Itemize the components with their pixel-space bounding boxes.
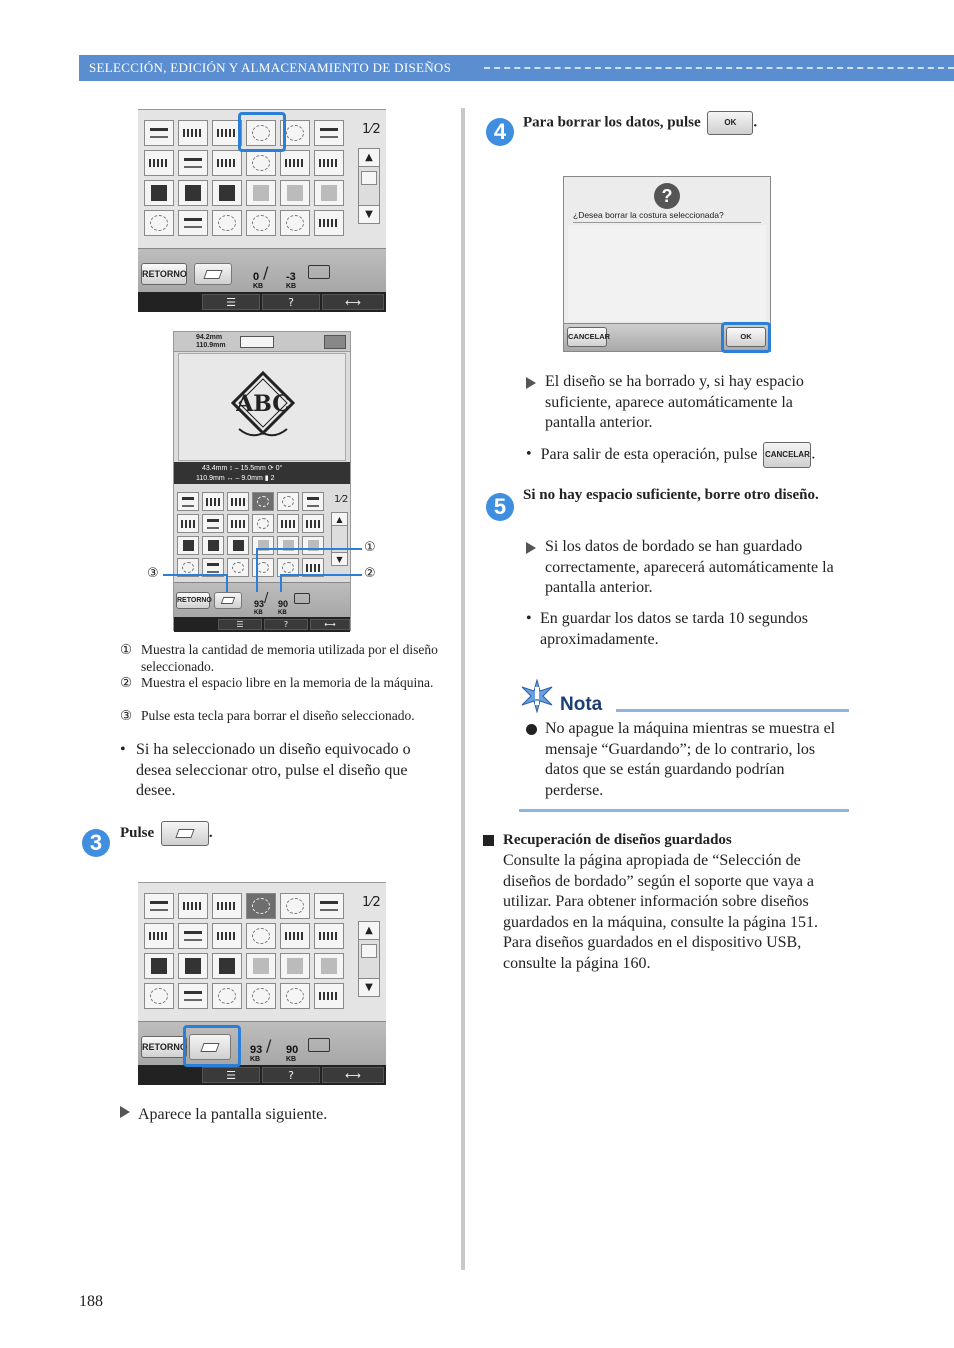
nota-text: No apague la máquina mientras se muestra el mensaje “Guardando”; de lo contrario, los datos que se están guardando podrían perderse. — [545, 720, 836, 799]
selected-pattern-highlight — [238, 112, 286, 152]
question-icon: ? — [654, 183, 680, 209]
memory-bar — [138, 1021, 386, 1085]
recovery-title: Recuperación de diseños guardados — [503, 832, 732, 848]
inline-erase-button — [161, 821, 209, 846]
pattern-key[interactable] — [178, 983, 208, 1009]
pattern-key[interactable] — [144, 120, 174, 146]
info-row-2: 110.9mm ↔ – 9.0mm ▮ 2 — [196, 475, 275, 482]
pattern-key[interactable] — [314, 150, 344, 176]
pattern-key[interactable] — [178, 953, 208, 979]
pattern-key[interactable] — [212, 150, 242, 176]
pattern-key[interactable] — [177, 514, 199, 533]
pattern-key[interactable] — [227, 558, 249, 577]
pattern-key[interactable] — [144, 180, 174, 206]
frame-icon — [240, 336, 274, 348]
pattern-key[interactable] — [314, 953, 344, 979]
retorno-button[interactable]: RETORNO — [141, 1036, 187, 1058]
callout-line-1-vert — [256, 548, 258, 592]
eraser-icon — [175, 829, 194, 838]
screen-pattern-list-2 — [138, 882, 386, 1084]
callout-line-3-vert — [226, 574, 228, 592]
pattern-key[interactable] — [252, 514, 274, 533]
step-4-bullet: • Para salir de esta operación, pulse CANCELAR. — [526, 442, 866, 468]
inline-cancel-button: CANCELAR — [763, 442, 811, 468]
nota-title: Nota — [560, 694, 603, 715]
pattern-key[interactable] — [178, 120, 208, 146]
slash-separator: / — [264, 591, 269, 606]
preview-info-bar — [174, 462, 350, 484]
memory-bar — [174, 582, 350, 632]
pattern-key[interactable] — [314, 210, 344, 236]
erase-button[interactable] — [194, 263, 232, 285]
layout-icon[interactable]: ☰ — [202, 294, 260, 310]
scroll-down-icon[interactable]: ▼ — [359, 205, 379, 223]
step-3-badge: 3 — [82, 829, 110, 857]
scroll-thumb[interactable] — [361, 171, 377, 185]
callout-line-2-vert — [280, 574, 282, 592]
section-title: SELECCIÓN, EDICIÓN Y ALMACENAMIENTO DE DISEÑOS — [89, 60, 452, 75]
callout-1: ① — [364, 540, 376, 555]
page-fraction: 1⁄2 — [362, 895, 381, 910]
callout-3: ③ — [147, 566, 159, 581]
pattern-key[interactable] — [177, 492, 199, 511]
scrollbar[interactable] — [358, 148, 380, 224]
scroll-down-icon[interactable]: ▼ — [359, 978, 379, 996]
status-bar — [138, 292, 386, 312]
legend-item-1: ① Muestra la cantidad de memoria utilizada por el diseño seleccionado. — [120, 642, 438, 674]
pattern-key[interactable] — [314, 120, 344, 146]
pattern-key-selected[interactable] — [246, 893, 276, 919]
eraser-icon — [203, 270, 222, 279]
erase-button-highlight — [183, 1025, 241, 1067]
step-5-bullet: • En guardar los datos se tarda 10 segundos aproximadamente. — [526, 610, 808, 648]
legend-item-3: ③ Pulse esta tecla para borrar el diseño seleccionado. — [120, 708, 415, 723]
page-number: 188 — [79, 1293, 103, 1310]
layout-icon[interactable]: ☰ — [218, 619, 262, 630]
pattern-key-selected[interactable] — [252, 492, 274, 511]
free-memory: 90 KB — [278, 599, 289, 616]
free-memory: -3 KB — [286, 271, 297, 290]
page-fraction: 1⁄2 — [334, 494, 349, 505]
thread-arrows-button[interactable]: ⟷ — [322, 294, 384, 310]
column-divider — [461, 108, 465, 1270]
monogram-text: ABC — [236, 391, 290, 417]
pattern-key[interactable] — [277, 536, 299, 555]
scroll-up-icon[interactable]: ▲ — [359, 149, 379, 167]
pattern-key[interactable] — [302, 514, 324, 533]
machine-icon — [308, 265, 330, 279]
callout-line-2 — [280, 574, 362, 576]
pattern-key[interactable] — [246, 983, 276, 1009]
ok-button-highlight — [721, 322, 771, 353]
free-memory: 90 KB — [286, 1044, 299, 1063]
slash-separator: / — [266, 1036, 272, 1055]
retorno-button[interactable]: RETORNO — [176, 592, 210, 609]
step-4-badge: 4 — [486, 118, 514, 146]
status-bar — [138, 1065, 386, 1085]
thread-arrows-button[interactable]: ⟷ — [310, 619, 350, 630]
monogram-design — [227, 369, 299, 441]
callout-line-3 — [163, 574, 226, 576]
header-dash-line — [484, 67, 954, 69]
eraser-icon — [221, 597, 236, 604]
pattern-key[interactable] — [178, 923, 208, 949]
pattern-key[interactable] — [202, 536, 224, 555]
step-3-result: Aparece la pantalla siguiente. — [120, 1105, 450, 1126]
scroll-thumb[interactable] — [361, 944, 377, 958]
bullet-select-design: • Si ha seleccionado un diseño equivocado o desea seleccionar otro, pulse el diseño que desee. — [120, 741, 411, 799]
scroll-up-icon[interactable]: ▲ — [332, 513, 347, 526]
section-header — [79, 55, 954, 81]
pattern-key[interactable] — [144, 210, 174, 236]
pattern-key[interactable] — [178, 180, 208, 206]
pattern-key[interactable] — [212, 210, 242, 236]
step-4-text: Para borrar los datos, pulse OK . — [523, 111, 757, 135]
info-row-1: 43.4mm ↕ – 15.5mm ⟳ 0° — [202, 465, 283, 472]
scroll-up-icon[interactable]: ▲ — [359, 922, 379, 940]
help-button[interactable]: ? — [264, 619, 308, 630]
erase-button[interactable] — [214, 592, 242, 609]
size-readout: 94.2mm 110.9mm — [196, 334, 226, 349]
machine-icon — [308, 1038, 330, 1052]
scroll-down-icon[interactable]: ▼ — [332, 552, 347, 565]
machine-icon — [294, 593, 310, 604]
page-fraction: 1⁄2 — [362, 122, 381, 137]
pattern-key[interactable] — [302, 536, 324, 555]
cancel-button[interactable]: CANCELAR — [567, 327, 607, 347]
pattern-key[interactable] — [212, 953, 242, 979]
callout-2: ② — [364, 566, 376, 581]
pattern-key[interactable] — [202, 514, 224, 533]
ok-button[interactable]: OK — [726, 327, 766, 347]
home-icon[interactable] — [324, 335, 346, 349]
pattern-key[interactable] — [212, 893, 242, 919]
memory-bar — [138, 248, 386, 312]
pattern-key[interactable] — [280, 210, 310, 236]
pattern-key[interactable] — [302, 492, 324, 511]
pattern-key[interactable] — [314, 893, 344, 919]
step-3-text: Pulse . — [120, 821, 213, 846]
pattern-key[interactable] — [212, 180, 242, 206]
pattern-key[interactable] — [246, 180, 276, 206]
pattern-key[interactable] — [178, 210, 208, 236]
retorno-button[interactable]: RETORNO — [141, 263, 187, 285]
pattern-key[interactable] — [277, 492, 299, 511]
pattern-key[interactable] — [212, 983, 242, 1009]
pattern-key[interactable] — [314, 983, 344, 1009]
preview-pattern-grid — [177, 492, 324, 577]
pattern-key[interactable] — [144, 923, 174, 949]
pattern-key[interactable] — [246, 953, 276, 979]
pattern-key[interactable] — [202, 492, 224, 511]
screen-preview — [173, 331, 351, 631]
pattern-key[interactable] — [178, 893, 208, 919]
pattern-key[interactable] — [280, 923, 310, 949]
nota-star-icon — [520, 679, 554, 713]
pattern-key[interactable] — [227, 536, 249, 555]
pattern-key[interactable] — [314, 180, 344, 206]
used-memory: 93 KB — [254, 599, 265, 616]
pattern-key[interactable] — [177, 536, 199, 555]
pattern-key[interactable] — [280, 150, 310, 176]
pattern-key[interactable] — [227, 514, 249, 533]
scrollbar[interactable] — [331, 512, 348, 566]
preview-top-bar — [174, 332, 350, 352]
pattern-key[interactable] — [246, 150, 276, 176]
nota-bullet — [526, 724, 537, 735]
pattern-key[interactable] — [314, 923, 344, 949]
pattern-key[interactable] — [280, 893, 310, 919]
callout-line-1 — [256, 548, 362, 550]
pattern-key[interactable] — [246, 210, 276, 236]
pattern-key[interactable] — [277, 514, 299, 533]
legend-item-2: ② Muestra el espacio libre en la memoria de la máquina. — [120, 675, 434, 690]
pattern-key[interactable] — [227, 492, 249, 511]
status-bar — [174, 617, 350, 632]
nota-rule-top — [616, 709, 849, 712]
used-memory: 93 KB — [250, 1044, 263, 1063]
step-5-text: Si no hay espacio suficiente, borre otro diseño. — [523, 487, 819, 503]
dialog-body — [568, 225, 766, 321]
pattern-key[interactable] — [144, 150, 174, 176]
slash-separator: / — [263, 263, 269, 282]
preview-area — [178, 353, 346, 461]
pattern-key[interactable] — [280, 180, 310, 206]
thread-arrows-button[interactable]: ⟷ — [322, 1067, 384, 1083]
used-memory: 0 KB — [253, 271, 264, 290]
pattern-key[interactable] — [178, 150, 208, 176]
layout-icon[interactable]: ☰ — [202, 1067, 260, 1083]
pattern-key[interactable] — [144, 983, 174, 1009]
pattern-key[interactable] — [280, 983, 310, 1009]
pattern-key[interactable] — [144, 953, 174, 979]
pattern-grid — [144, 893, 344, 1009]
step-5-result: Si los datos de bordado se han guardado correctamente, aparecerá automáticamente la pantalla anterior. — [526, 537, 846, 599]
recovery-text: Consulte la página apropiada de “Selección de diseños de bordado” según el soporte que vaya a utilizar. Para obtener información sobre diseños guardados en la máquina, consulte la página 151. Para diseños guardados en el dispositivo USB, consulte la página 160. — [503, 852, 819, 972]
pattern-key[interactable] — [212, 923, 242, 949]
help-button[interactable]: ? — [262, 1067, 320, 1083]
recovery-square-bullet — [483, 835, 494, 846]
scrollbar[interactable] — [358, 921, 380, 997]
step-5-badge: 5 — [486, 493, 514, 521]
nota-rule-bottom — [519, 809, 849, 812]
pattern-key[interactable] — [246, 923, 276, 949]
inline-ok-button: OK — [707, 111, 753, 135]
pattern-key[interactable] — [144, 893, 174, 919]
dialog-message: ¿Desea borrar la costura seleccionada? — [573, 210, 761, 223]
pattern-key[interactable] — [280, 953, 310, 979]
help-button[interactable]: ? — [262, 294, 320, 310]
step-4-result: El diseño se ha borrado y, si hay espacio suficiente, aparece automáticamente la pantalla anterior. — [526, 372, 846, 434]
